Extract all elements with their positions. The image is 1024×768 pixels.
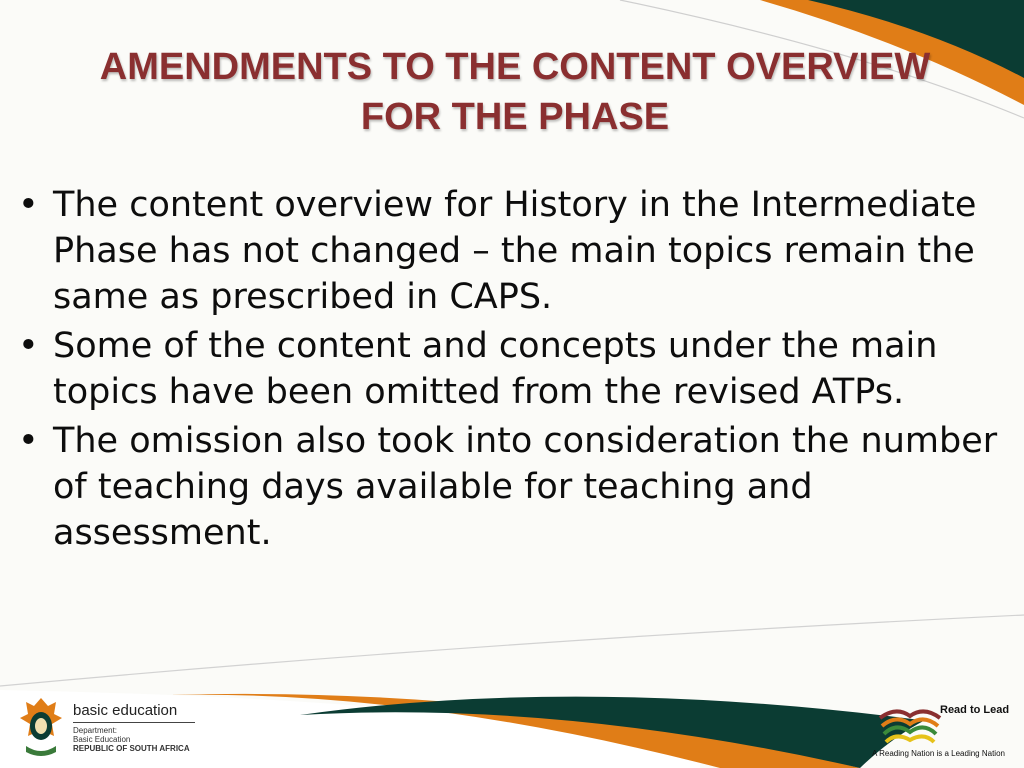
bullet-text: Some of the content and concepts under the main topics have been omitted from the revised ATPs. [53, 326, 938, 412]
department-name: basic education [73, 702, 178, 719]
department-line-3: REPUBLIC OF SOUTH AFRICA [73, 744, 190, 753]
bullet-glyph: • [18, 185, 39, 225]
bullet-item [18, 418, 1008, 556]
bullet-text: The content overview for History in the Intermediate Phase has not changed – the main topics remain the same as prescribed in CAPS. [53, 185, 977, 317]
bullet-glyph: • [18, 421, 39, 461]
coat-of-arms-icon [18, 696, 64, 758]
title-line-1: AMENDMENTS TO THE CONTENT OVERVIEW [99, 46, 931, 88]
read-to-lead-logo [872, 696, 1018, 764]
title-line-2: FOR THE PHASE [360, 96, 670, 138]
department-logo [18, 694, 218, 762]
divider [73, 722, 195, 723]
open-book-icon [878, 704, 942, 748]
bullet-text: The omission also took into consideration the number of teaching days available for teaching and assessment. [53, 421, 998, 553]
bullet-list [18, 182, 1008, 559]
campaign-tagline: A Reading Nation is a Leading Nation [872, 749, 1005, 758]
bullet-glyph: • [18, 326, 39, 366]
bullet-item [18, 323, 1008, 415]
campaign-title: Read to Lead [940, 704, 1010, 716]
bullet-item [18, 182, 1008, 320]
slide-title [40, 42, 990, 142]
department-line-1: Department: [73, 726, 118, 735]
department-line-2: Basic Education [73, 735, 131, 744]
